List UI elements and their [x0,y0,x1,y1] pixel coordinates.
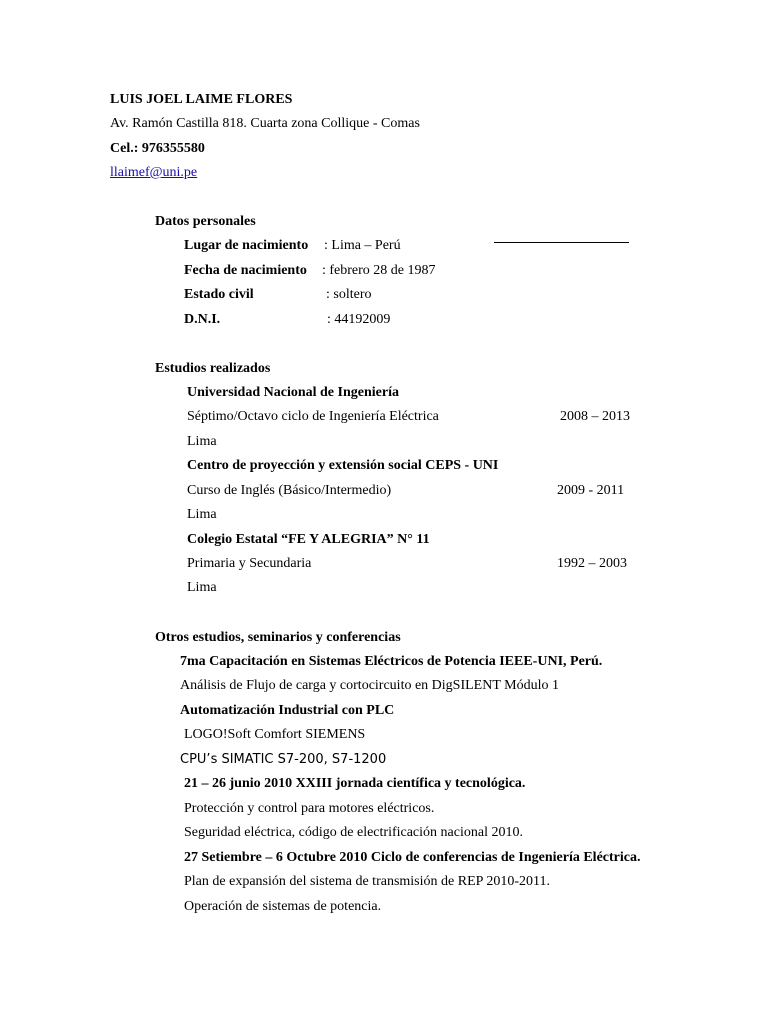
course-detail: Operación de sistemas de potencia. [184,899,382,914]
candidate-name: LUIS JOEL LAIME FLORES [110,92,293,107]
course-detail: CPU’s SIMATIC S7-200, S7-1200 [180,752,387,767]
course-title: 21 – 26 junio 2010 XXIII jornada científica y tecnológica. [184,776,526,791]
course-title: Automatización Industrial con PLC [180,703,395,718]
school-city: Lima [187,580,217,595]
course-detail: Plan de expansión del sistema de transmisión de REP 2010-2011. [184,874,551,889]
course-detail: Seguridad eléctrica, código de electrificación nacional 2010. [184,825,523,840]
course-detail: LOGO!Soft Comfort SIEMENS [184,727,366,742]
email-link[interactable]: llaimef@uni.pe [110,165,198,180]
birthdate-label: Fecha de nacimiento [184,263,307,278]
course-title: 27 Setiembre – 6 Octubre 2010 Ciclo de conferencias de Ingeniería Eléctrica. [184,850,641,865]
course-title: 7ma Capacitación en Sistemas Eléctricos de Potencia IEEE-UNI, Perú. [180,654,603,669]
ceps-name: Centro de proyección y extensión social CEPS - UNI [187,458,499,473]
dni-value: : 44192009 [327,312,391,327]
horizontal-rule [494,242,629,243]
school-name: Colegio Estatal “FE Y ALEGRIA” N° 11 [187,532,430,547]
section-heading-personal: Datos personales [155,214,256,229]
birthplace-value: : Lima – Perú [324,238,401,253]
university-name: Universidad Nacional de Ingeniería [187,385,399,400]
dni-label: D.N.I. [184,312,221,327]
civil-status-value: : soltero [326,287,372,302]
course-detail: Protección y control para motores eléctricos. [184,801,435,816]
course-detail: Análisis de Flujo de carga y cortocircuito en DigSILENT Módulo 1 [180,678,559,693]
school-detail: Primaria y Secundaria [187,556,312,571]
phone: Cel.: 976355580 [110,141,205,156]
ceps-years: 2009 - 2011 [557,483,625,498]
ceps-city: Lima [187,507,217,522]
ceps-detail: Curso de Inglés (Básico/Intermedio) [187,483,392,498]
civil-status-label: Estado civil [184,287,254,302]
section-heading-studies: Estudios realizados [155,361,271,376]
birthplace-label: Lugar de nacimiento [184,238,309,253]
school-years: 1992 – 2003 [557,556,627,571]
university-city: Lima [187,434,217,449]
birthdate-value: : febrero 28 de 1987 [322,263,436,278]
address: Av. Ramón Castilla 818. Cuarta zona Collique - Comas [110,116,420,131]
section-heading-other: Otros estudios, seminarios y conferencias [155,630,401,645]
university-years: 2008 – 2013 [560,409,630,424]
university-detail: Séptimo/Octavo ciclo de Ingeniería Eléctrica [187,409,439,424]
